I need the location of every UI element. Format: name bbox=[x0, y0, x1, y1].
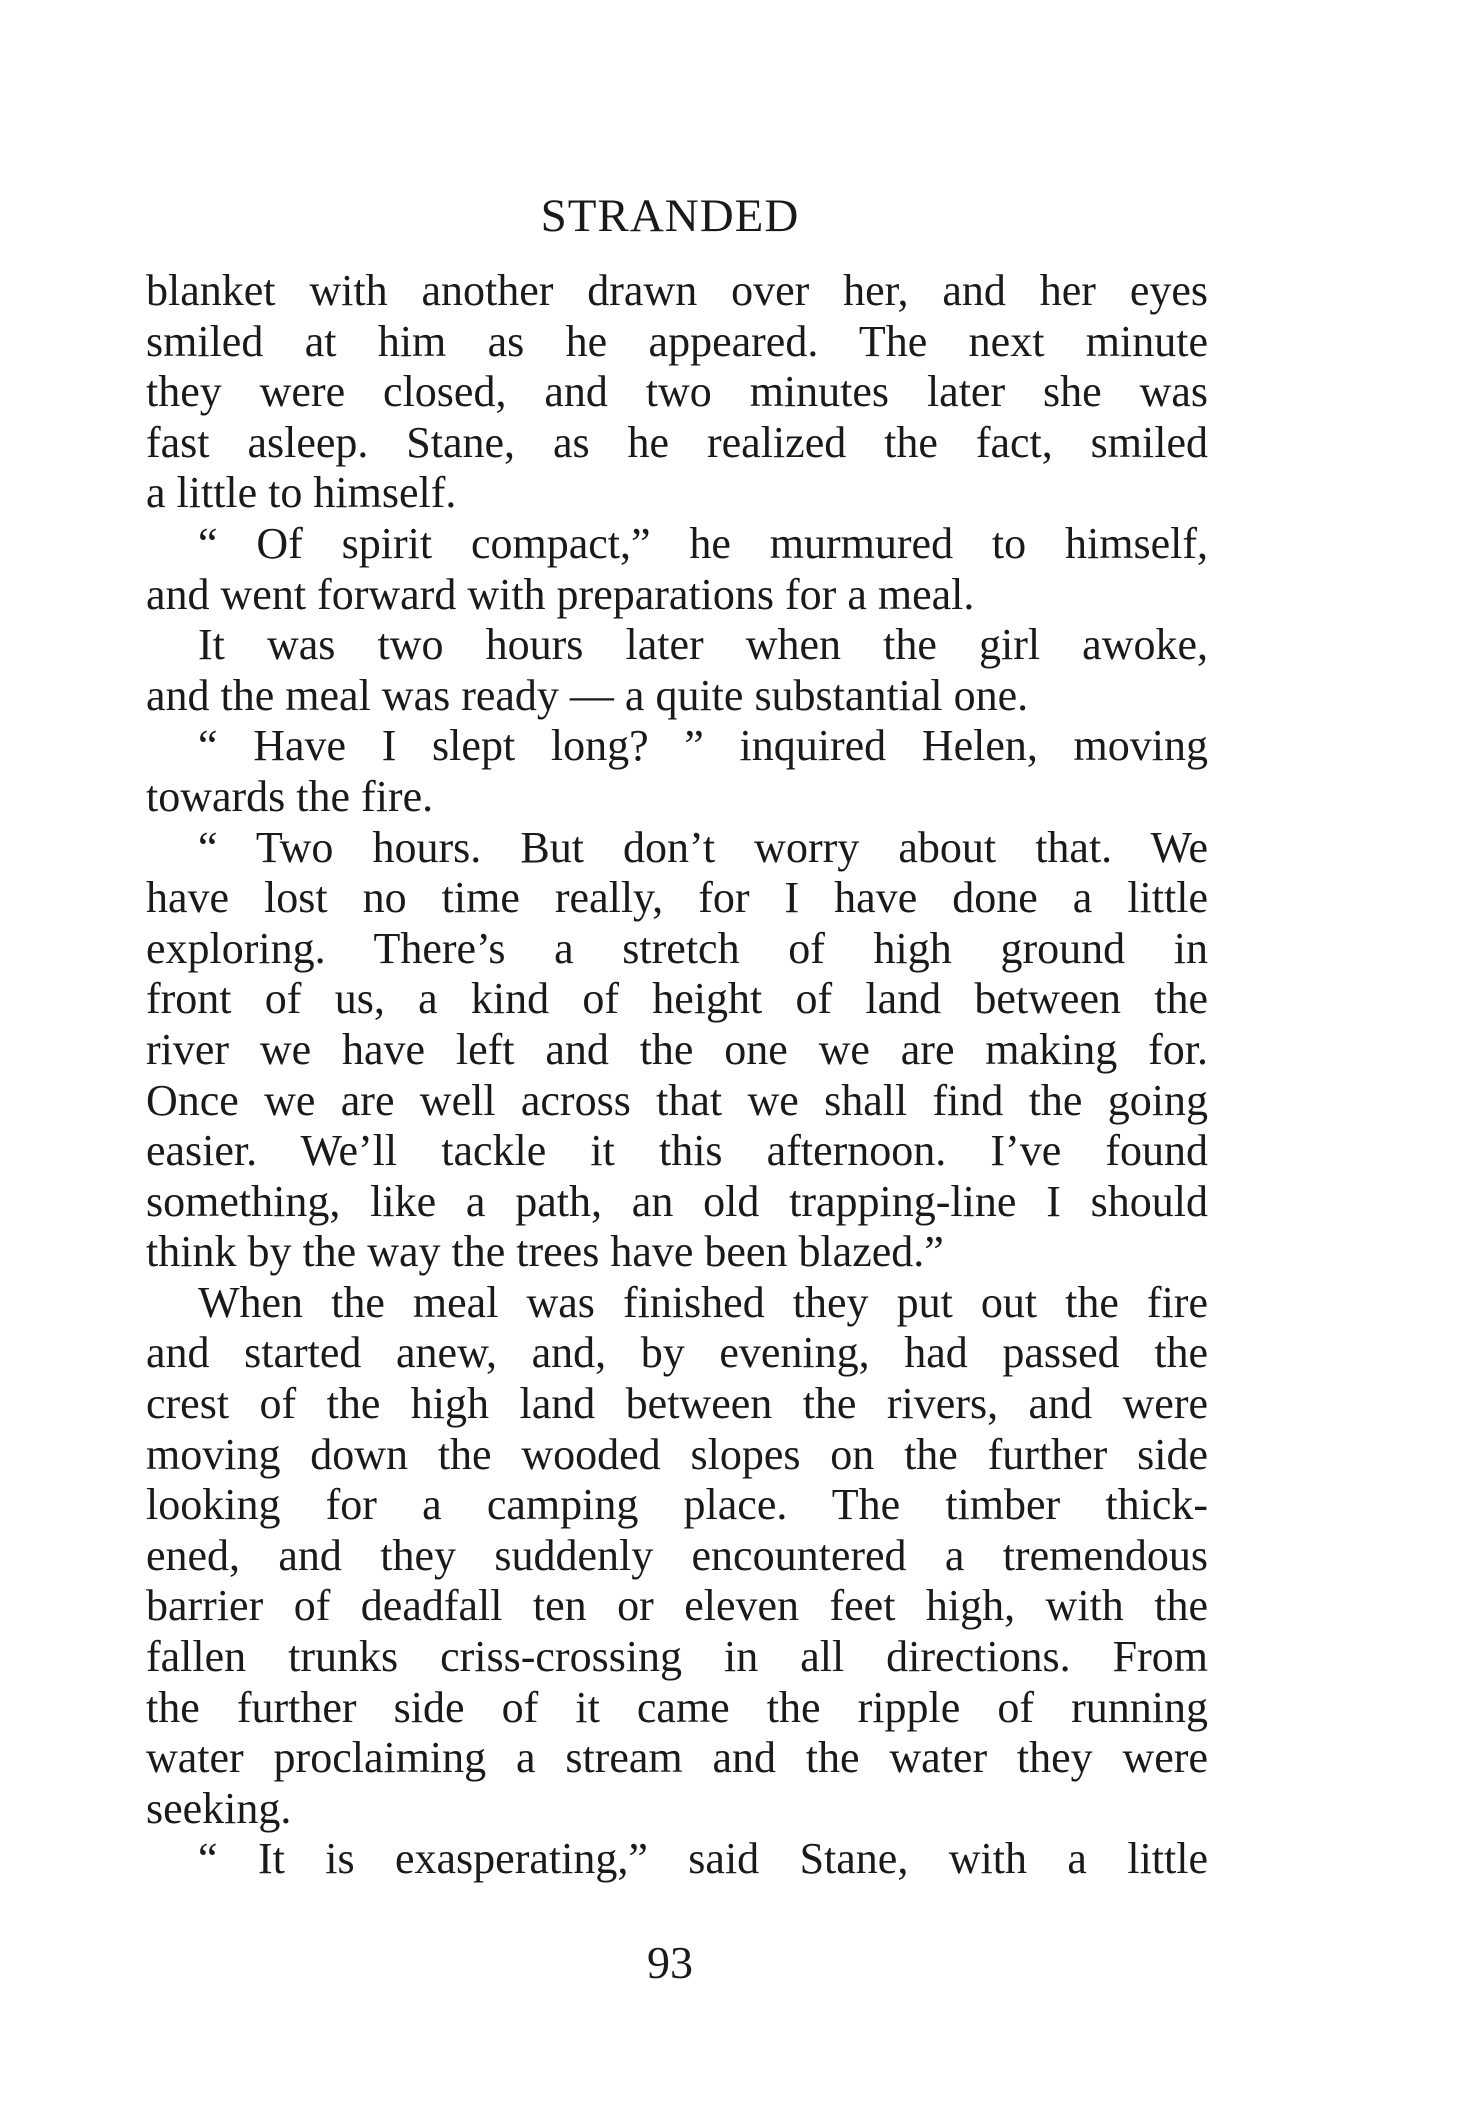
text-line: Once we are well across that we shall find the going bbox=[146, 1075, 1208, 1125]
text-line: something, like a path, an old trapping-line I should bbox=[146, 1176, 1208, 1226]
text-line: fallen trunks criss-crossing in all directions. From bbox=[146, 1632, 1208, 1682]
running-head: STRANDED bbox=[540, 190, 800, 242]
text-line: front of us, a kind of height of land between the bbox=[146, 974, 1208, 1024]
text-line: looking for a camping place. The timber thick- bbox=[146, 1480, 1208, 1530]
text-line: seeking. bbox=[146, 1783, 292, 1833]
text-line: “ Have I slept long? ” inquired Helen, moving bbox=[198, 721, 1208, 771]
text-line: a little to himself. bbox=[146, 468, 457, 518]
text-line: When the meal was finished they put out the fire bbox=[198, 1277, 1208, 1327]
text-line: moving down the wooded slopes on the further side bbox=[146, 1429, 1208, 1479]
text-line: “ It is exasperating,” said Stane, with a little bbox=[198, 1834, 1208, 1884]
text-line: “ Of spirit compact,” he murmured to himself, bbox=[198, 518, 1208, 568]
text-line: the further side of it came the ripple of running bbox=[146, 1682, 1208, 1732]
text-line: fast asleep. Stane, as he realized the fact, smiled bbox=[146, 417, 1208, 467]
text-line: smiled at him as he appeared. The next minute bbox=[146, 316, 1208, 366]
text-line: they were closed, and two minutes later she was bbox=[146, 367, 1208, 417]
text-line: have lost no time really, for I have done a little bbox=[146, 873, 1208, 923]
text-line: easier. We’ll tackle it this afternoon. I’ve found bbox=[146, 1126, 1208, 1176]
text-line: and went forward with preparations for a meal. bbox=[146, 569, 975, 619]
text-line: exploring. There’s a stretch of high ground in bbox=[146, 923, 1208, 973]
text-line: blanket with another drawn over her, and her eyes bbox=[146, 266, 1208, 315]
text-line: river we have left and the one we are making for. bbox=[146, 1024, 1208, 1074]
text-line: “ Two hours. But don’t worry about that. We bbox=[198, 822, 1208, 872]
page-number: 93 bbox=[647, 1937, 693, 1988]
text-line: and the meal was ready — a quite substantial one. bbox=[146, 670, 1029, 720]
text-line: crest of the high land between the rivers, and were bbox=[146, 1379, 1208, 1429]
body-text bbox=[146, 266, 1208, 1885]
text-line: It was two hours later when the girl awoke, bbox=[198, 620, 1208, 670]
text-line: water proclaiming a stream and the water they were bbox=[146, 1733, 1208, 1783]
text-line: and started anew, and, by evening, had passed the bbox=[146, 1328, 1208, 1378]
text-line: ened, and they suddenly encountered a tremendous bbox=[146, 1530, 1208, 1580]
text-line: think by the way the trees have been blazed.” bbox=[146, 1227, 944, 1277]
text-line: barrier of deadfall ten or eleven feet high, with the bbox=[146, 1581, 1208, 1631]
text-line: towards the fire. bbox=[146, 771, 434, 821]
